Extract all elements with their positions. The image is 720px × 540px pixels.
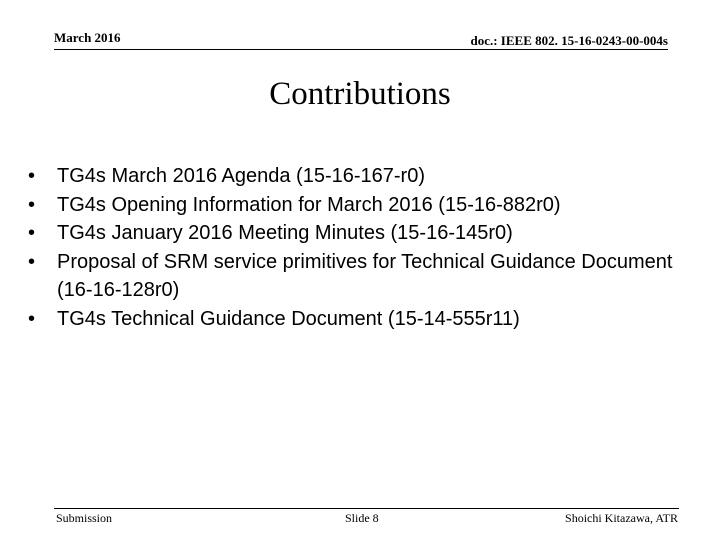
- footer-divider: [54, 508, 679, 509]
- bullet-dot: •: [28, 222, 36, 244]
- bullet-item: [22, 162, 702, 191]
- footer-author: Shoichi Kitazawa, ATR: [565, 511, 678, 525]
- bullet-item: [22, 248, 702, 305]
- footer-submission: Submission: [56, 511, 113, 525]
- bullet-text: TG4s January 2016 Meeting Minutes (15-16-145r0): [57, 222, 513, 244]
- bullet-dot: •: [28, 250, 36, 273]
- header-divider: [54, 49, 668, 50]
- slide-title: Contributions: [269, 76, 451, 112]
- header-doc-id: doc.: IEEE 802. 15-16-0243-00-004s: [470, 33, 668, 48]
- bullet-list: [22, 162, 702, 333]
- bullet-dot: •: [28, 193, 36, 216]
- bullet-text: Proposal of SRM service primitives for Technical Guidance Document (16-16-128r0): [57, 250, 673, 301]
- bullet-item: [22, 305, 702, 334]
- bullet-dot: •: [28, 165, 36, 187]
- bullet-text: TG4s March 2016 Agenda (15-16-167-r0): [57, 165, 425, 187]
- bullet-text: TG4s Opening Information for March 2016 (15-16-882r0): [57, 193, 561, 216]
- bullet-item: [22, 191, 702, 220]
- header-date: March 2016: [54, 30, 121, 45]
- bullet-dot: •: [28, 307, 36, 330]
- bullet-text: TG4s Technical Guidance Document (15-14-555r11): [57, 307, 520, 330]
- footer-slide-number: Slide 8: [345, 511, 379, 525]
- bullet-item: [22, 219, 702, 248]
